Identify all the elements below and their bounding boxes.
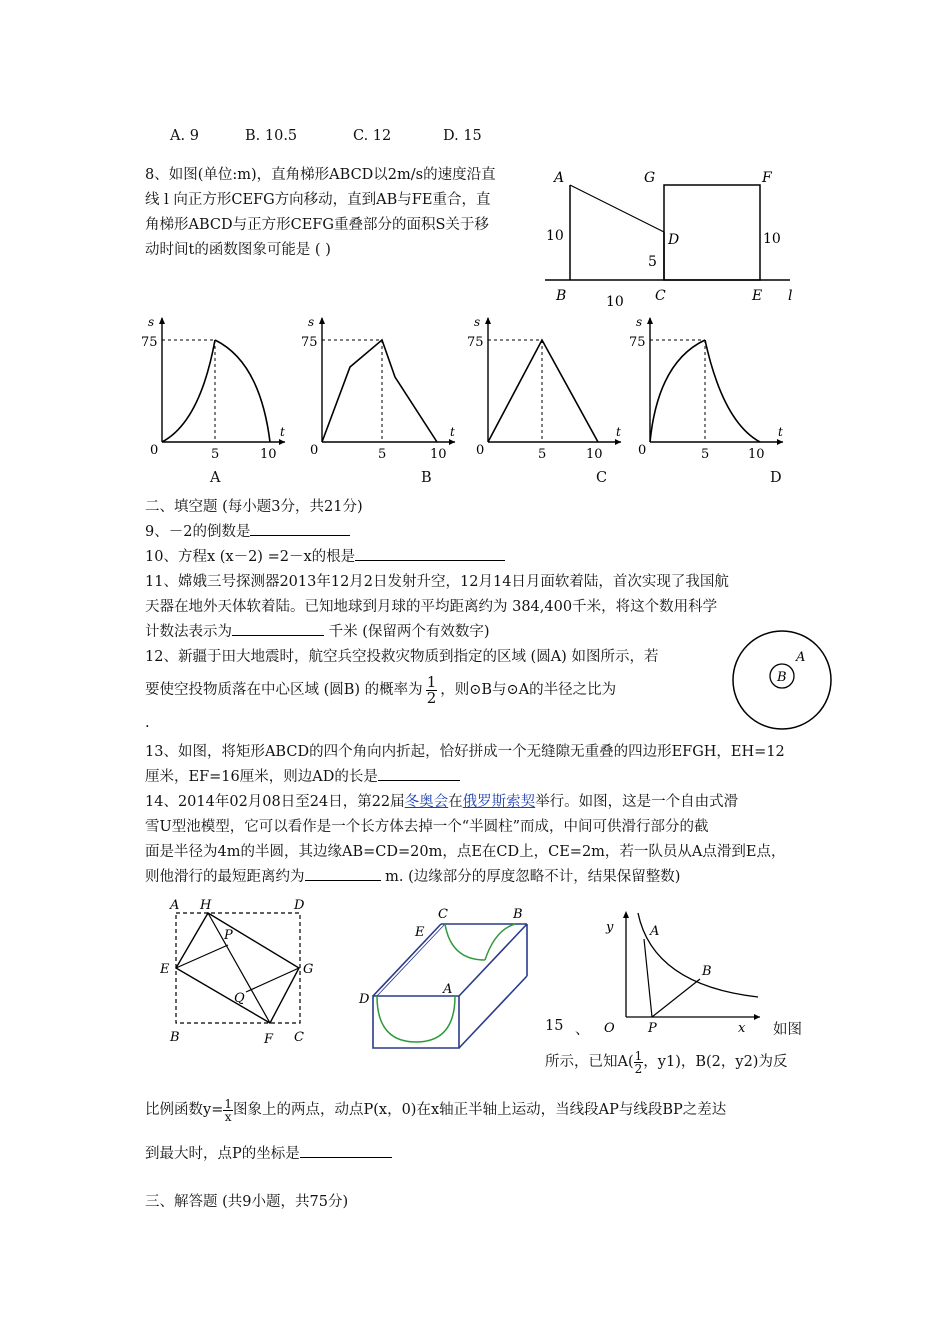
- q9-answer-blank[interactable]: [250, 521, 350, 536]
- q15-frac-den: 2: [634, 1061, 643, 1076]
- q14-line-4: [145, 865, 680, 886]
- q12-line-2: [145, 668, 616, 712]
- fig13-label-q: Q: [234, 991, 245, 1006]
- q15-fraction-y: [223, 1098, 233, 1123]
- q15-text-c: 比例函数y=: [145, 1102, 224, 1118]
- q11-text-a: 计数法表示为: [145, 624, 232, 640]
- graph-b-5: 5: [378, 447, 387, 462]
- trapezoid-square-figure: [540, 160, 810, 310]
- graph-d: [628, 312, 788, 467]
- graph-d-75: 75: [629, 335, 646, 350]
- q12-period: .: [145, 715, 150, 731]
- q15-y-num: 1: [224, 1096, 232, 1111]
- graph-b-s: s: [308, 315, 315, 329]
- fig13-label-f: F: [264, 1032, 274, 1047]
- graph-a-75: 75: [141, 335, 158, 350]
- fig8-len-ab: 10: [546, 228, 564, 244]
- q15-separator: 、: [575, 1022, 590, 1038]
- graph-b-75: 75: [301, 335, 318, 350]
- fig8-label-b: B: [556, 288, 567, 304]
- graph-c-0: 0: [476, 443, 485, 458]
- graph-c-s: s: [474, 315, 481, 329]
- fig15-label-b: B: [702, 964, 712, 979]
- fig13-label-d: D: [294, 898, 305, 913]
- q8-line-2: 线 l 向正方形CEFG方向移动，直到AB与FE重合，直: [145, 192, 491, 208]
- fig13-label-p: P: [224, 928, 233, 943]
- q14-line-1: [145, 790, 738, 811]
- fig8-len-bc: 10: [606, 294, 624, 310]
- q7-option-b: B. 10.5: [245, 128, 298, 144]
- q14-answer-blank[interactable]: [305, 866, 381, 881]
- q14-text-c: 举行。如图，这是一个自由式滑: [535, 794, 739, 810]
- fig8-label-f: F: [762, 170, 772, 186]
- q15-text-a: 所示，已知A(: [545, 1054, 634, 1070]
- graph-b-10: 10: [430, 447, 447, 462]
- q15-tail: 如图: [773, 1022, 802, 1038]
- graph-d-0: 0: [638, 443, 647, 458]
- graph-a-0: 0: [150, 443, 159, 458]
- graph-d-5: 5: [701, 447, 710, 462]
- q11-line-3: [145, 620, 490, 641]
- fig13-label-b: B: [170, 1030, 180, 1045]
- q9: [145, 520, 350, 541]
- q14-line-3: 面是半径为4m的半圆，其边缘AB=CD=20m，点E在CD上，CE=2m，若一队员从A点滑到E点，: [145, 844, 786, 860]
- concentric-circles-figure: [730, 628, 834, 732]
- circle-b-label: B: [777, 670, 787, 685]
- graph-c-75: 75: [467, 335, 484, 350]
- q13-answer-blank[interactable]: [378, 766, 460, 781]
- fig8-label-a: A: [554, 170, 565, 186]
- q12-text-a: 要使空投物质落在中心区域 (圆B) 的概率为: [145, 682, 423, 698]
- q15-line-4: [145, 1142, 392, 1163]
- q7-option-c: C. 12: [353, 128, 392, 144]
- q12-text-b: ，则⊙B与⊙A的半径之比为: [440, 682, 617, 698]
- fig15-label-y: y: [606, 920, 614, 935]
- q15-text-e: 到最大时，点P的坐标是: [145, 1146, 300, 1162]
- graph-c-t: t: [616, 425, 621, 439]
- q13-line-1: 13、如图，将矩形ABCD的四个角向内折起，恰好拼成一个无缝隙无重叠的四边形EFGH，EH=12: [145, 744, 785, 760]
- fig8-label-l: l: [788, 288, 793, 304]
- q12-frac-num: 1: [426, 672, 437, 691]
- section-3-heading: 三、解答题 (共9小题，共75分): [145, 1194, 349, 1210]
- q9-text: 9、－2的倒数是: [145, 524, 251, 540]
- fig13-label-g: G: [303, 962, 314, 977]
- winter-olympics-link[interactable]: 冬奥会: [404, 794, 449, 810]
- fig14-label-e: E: [415, 925, 425, 940]
- graph-b-t: t: [450, 425, 455, 439]
- graph-a-10: 10: [260, 447, 277, 462]
- circle-a-label: A: [796, 650, 806, 665]
- q14-text-a: 14、2014年02月08日至24日，第22届: [145, 794, 405, 810]
- graph-letter-a: A: [210, 470, 221, 486]
- fig14-label-c: C: [438, 907, 448, 922]
- q15-text-b: ，y1)，B(2，y2)为反: [643, 1054, 788, 1070]
- graph-letter-c: C: [596, 470, 608, 486]
- fig15-label-o: O: [604, 1021, 615, 1035]
- graph-letter-d: D: [770, 470, 782, 486]
- q15-y-den: x: [224, 1109, 232, 1124]
- u-pool-figure: [355, 900, 535, 1055]
- fig13-label-h: H: [200, 898, 212, 913]
- q8-line-3: 角梯形ABCD与正方形CEFG重叠部分的面积S关于移: [145, 217, 489, 233]
- graph-c: [466, 312, 626, 467]
- fig8-len-ef: 10: [763, 231, 781, 247]
- q10-text: 10、方程x (x－2) =2－x的根是: [145, 549, 356, 565]
- fig13-label-a: A: [170, 898, 180, 913]
- q15-answer-blank[interactable]: [300, 1143, 392, 1158]
- q12-frac-den: 2: [426, 688, 437, 707]
- q15-text-d: 图象上的两点，动点P(x，0)在x轴正半轴上运动，当线段AP与线段BP之差达: [232, 1102, 727, 1118]
- q15-line-2: [545, 1042, 787, 1082]
- q8-line-1: 8、如图(单位:m)，直角梯形ABCD以2m/s的速度沿直: [145, 167, 496, 183]
- fig13-label-c: C: [294, 1030, 304, 1045]
- graph-c-5: 5: [538, 447, 547, 462]
- graph-d-s: s: [636, 315, 643, 329]
- hyperbola-figure: [598, 905, 768, 1035]
- graph-a-5: 5: [211, 447, 220, 462]
- fig14-label-a: A: [443, 982, 453, 997]
- fig13-label-e: E: [160, 962, 170, 977]
- q13-line-2: [145, 765, 460, 786]
- q11-line-2: 天器在地外天体软着陆。已知地球到月球的平均距离约为 384,400千米，将这个数用科学: [145, 599, 718, 615]
- fig8-label-d: D: [668, 232, 680, 248]
- graph-d-t: t: [778, 425, 783, 439]
- graph-a: [140, 312, 290, 467]
- q11-text-b: 千米 (保留两个有效数字): [324, 624, 490, 640]
- q14-text-b: 在: [448, 794, 463, 810]
- fig15-label-x: x: [738, 1021, 746, 1035]
- fig8-label-c: C: [655, 288, 666, 304]
- q14-text-d: 则他滑行的最短距离约为: [145, 869, 305, 885]
- fig15-label-a: A: [650, 924, 660, 939]
- graph-d-10: 10: [748, 447, 765, 462]
- q14-text-e: m. (边缘部分的厚度忽略不计，结果保留整数): [380, 869, 681, 885]
- graph-b-0: 0: [310, 443, 319, 458]
- q12-fraction: [426, 672, 438, 707]
- q13-text: 厘米，EF=16厘米，则边AD的长是: [145, 769, 378, 785]
- q11-line-1: 11、嫦娥三号探测器2013年12月2日发射升空，12月14日月面软着陆，首次实现了我国航: [145, 574, 729, 590]
- q15-number: 15: [545, 1018, 564, 1034]
- sochi-russia-link[interactable]: 俄罗斯索契: [462, 794, 536, 810]
- section-2-heading: 二、填空题 (每小题3分，共21分): [145, 499, 363, 515]
- graph-a-s: s: [148, 315, 155, 329]
- q11-answer-blank[interactable]: [232, 621, 324, 636]
- folded-rectangle-figure: [160, 895, 320, 1055]
- fig15-label-p: P: [648, 1021, 657, 1035]
- graph-letter-b: B: [421, 470, 432, 486]
- q8-line-4: 动时间t的函数图象可能是 ( ): [145, 242, 331, 258]
- fig14-label-d: D: [359, 992, 370, 1007]
- fig14-label-b: B: [513, 907, 523, 922]
- q7-option-a: A. 9: [170, 128, 199, 144]
- q10: [145, 545, 505, 566]
- fig8-label-e: E: [752, 288, 763, 304]
- q14-line-2: 雪U型池模型，它可以看作是一个长方体去掉一个“半圆柱”而成，中间可供滑行部分的截: [145, 819, 709, 835]
- fig8-len-cd: 5: [648, 254, 657, 270]
- q12-line-1: 12、新疆于田大地震时，航空兵空投救灾物质到指定的区域 (圆A) 如图所示，若: [145, 649, 659, 665]
- fig8-label-g: G: [644, 170, 656, 186]
- q7-option-d: D. 15: [443, 128, 482, 144]
- q10-answer-blank[interactable]: [355, 546, 505, 561]
- graph-a-t: t: [280, 425, 285, 439]
- graph-c-10: 10: [586, 447, 603, 462]
- q15-frac-num: 1: [634, 1048, 643, 1063]
- graph-b: [300, 312, 460, 467]
- q15-line-3: [145, 1090, 726, 1130]
- q15-fraction-a: [634, 1050, 644, 1075]
